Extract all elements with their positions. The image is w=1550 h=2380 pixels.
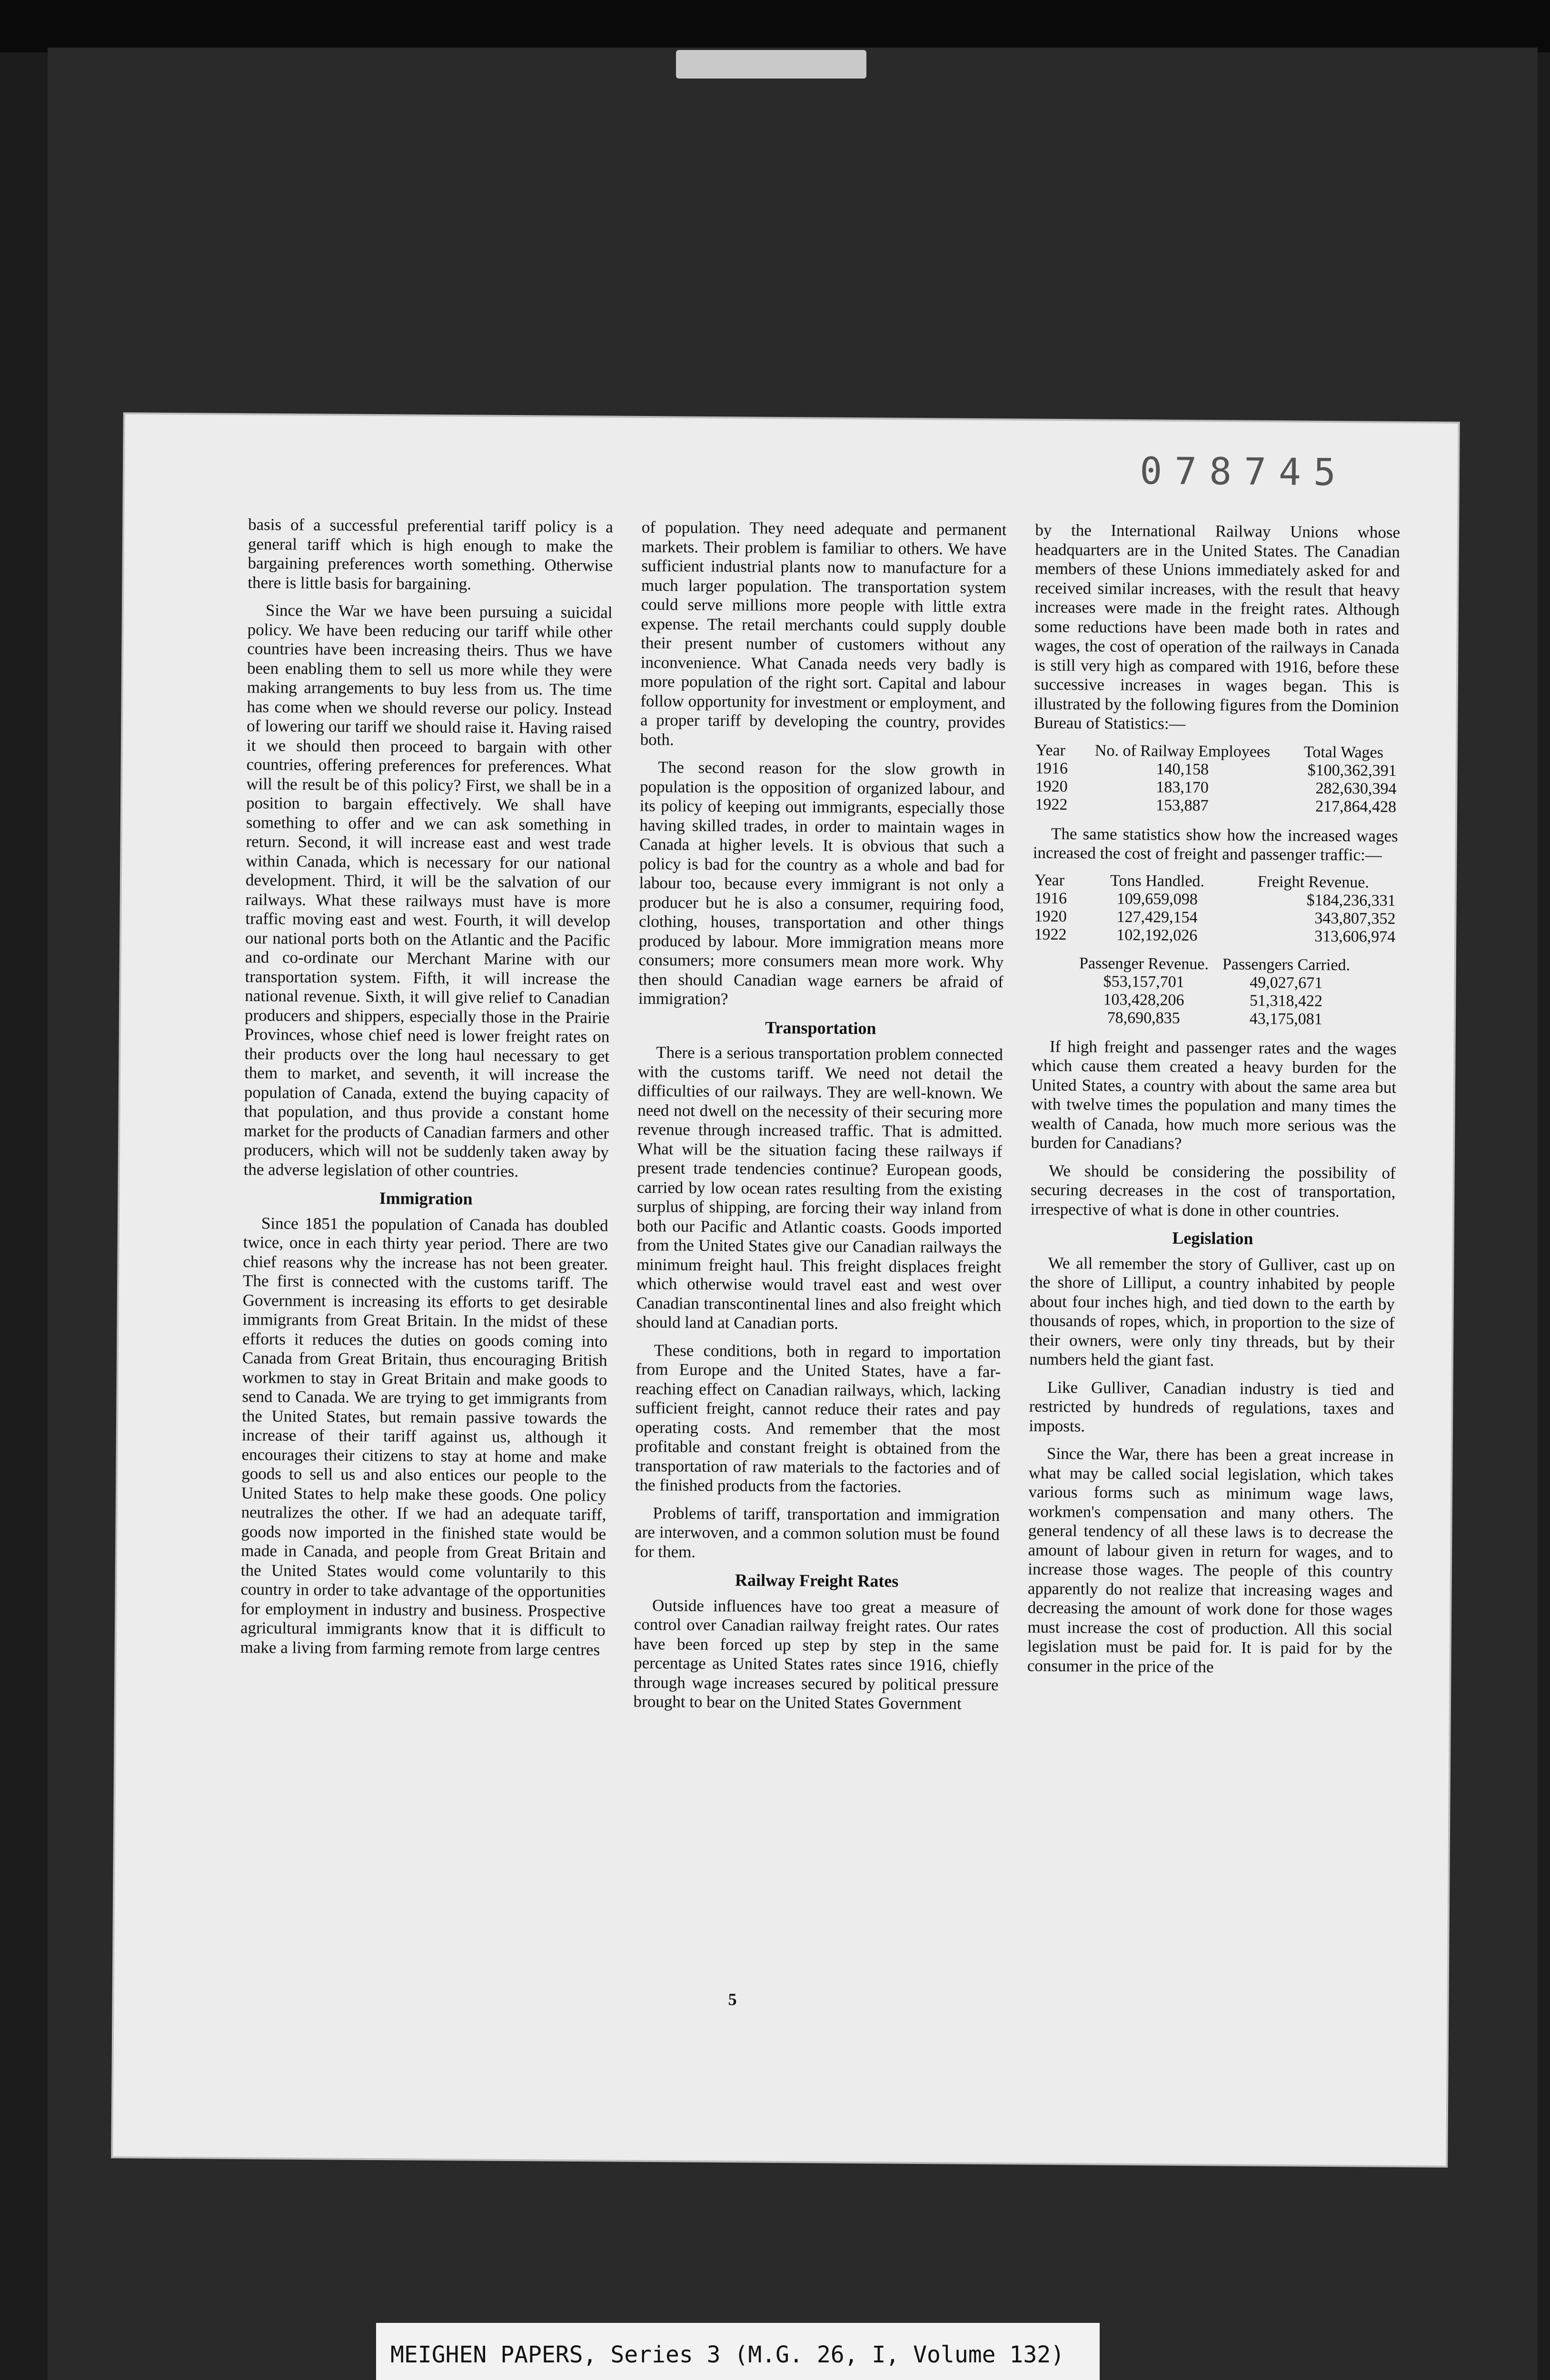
table-cell: $184,236,331 (1306, 891, 1396, 910)
table-cell: 140,158 (1156, 760, 1209, 778)
column-1 (238, 515, 613, 1964)
freight-table (1032, 871, 1398, 946)
paragraph: We should be considering the possibility of securing decreases in the cost of transportation, irrespective of what is done in other countries. (1030, 1161, 1396, 1220)
film-border-top (0, 0, 1550, 52)
table-header: Total Wages (1303, 743, 1384, 762)
section-heading-immigration: Immigration (379, 1189, 473, 1209)
table-cell: 1922 (1035, 795, 1068, 813)
film-tab (676, 50, 866, 79)
table-cell: 1920 (1034, 907, 1067, 925)
table-cell: $53,157,701 (1103, 972, 1184, 991)
table-header: No. of Railway Employees (1094, 742, 1271, 761)
table-cell: 1916 (1035, 759, 1068, 777)
paragraph: These conditions, both in regard to importation from Europe and the United States, have a far-reaching effect on Canadian railways, which, lacking sufficient freight, cannot reduce their rates and pay operating costs. And remember that the most profitable and constant freight is obtained from the transportation of raw materials to the factories and of the finished products from the factories. (635, 1340, 1001, 1496)
column-2 (632, 518, 1007, 1967)
paragraph: The same statistics show how the increased wages increased the cost of freight and passenger traffic:— (1033, 824, 1398, 864)
paragraph: The second reason for the slow growth in population is the opposition of organized labour, and its policy of keeping out immigrants, especially those having skilled trades, in order to maintain wages in Canada at higher levels. It is obvious that such a policy is bad for the country as a whole and bad for labour too, because every immigrant is not only a producer but he is also a consumer, requiring food, clothing, houses, transportation and other things produced by labour. More immigration means more consumers; more consumers mean more work. Why then should Canadian wage earners be afraid of immigration? (638, 758, 1005, 1009)
table-cell: 43,175,081 (1249, 1010, 1322, 1028)
table-cell: 78,690,835 (1107, 1009, 1180, 1027)
table-row (1032, 925, 1397, 946)
table-cell: 49,027,671 (1250, 973, 1323, 992)
table-row (1072, 991, 1357, 1011)
paragraph: Outside influences have too great a measure of control over Canadian railway freight rates. Our rates have been forced up step by step in the same percentage as United States rates since 1916, chiefly through wage increases secured by political pressure brought to bear on the United States Government (633, 1596, 999, 1713)
table-cell: 343,807,352 (1314, 909, 1396, 928)
paragraph: Problems of tariff, transportation and immigration are interwoven, and a common solution must be found for them. (634, 1503, 1000, 1561)
collection-caption: MEIGHEN PAPERS, Series 3 (M.G. 26, I, Volume 132) (376, 2323, 1100, 2380)
table-header: Freight Revenue. (1257, 873, 1370, 892)
table-cell: 183,170 (1156, 778, 1209, 796)
table-row (1072, 972, 1357, 992)
table-cell: 153,887 (1155, 796, 1209, 814)
table-header: Passengers Carried. (1222, 955, 1351, 974)
text-columns (238, 515, 1400, 1970)
table-row (1033, 759, 1399, 780)
table-cell: 1916 (1034, 889, 1067, 907)
table-row (1033, 889, 1398, 910)
section-heading-railway-freight-rates: Railway Freight Rates (735, 1570, 899, 1591)
employees-wages-table (1033, 741, 1399, 816)
section-heading-legislation: Legislation (1172, 1228, 1253, 1248)
table-cell: 282,630,394 (1315, 779, 1397, 798)
table-cell: 217,864,428 (1315, 797, 1397, 816)
passenger-table (1072, 954, 1357, 1029)
table-cell: $100,362,391 (1307, 761, 1397, 780)
table-cell: 109,659,098 (1116, 890, 1198, 908)
paragraph: Since the War, there has been a great increase in what may be called social legislation, which takes various forms such as minimum wage laws, workmen's compensation and many others. The general tendency of all these laws is to decrease the amount of labour given in return for wages, and to increase those wages. The people of this country apparently do not realize that increasing wages and decreasing the amount of work done for those wages must increase the cost of production. All this social legislation must be paid for. It is paid for by the consumer in the price of the (1027, 1444, 1394, 1676)
table-row (1072, 1009, 1357, 1029)
table-header: Tons Handled. (1110, 872, 1205, 890)
paragraph: Since 1851 the population of Canada has doubled twice, once in each thirty year period. There are two chief reasons why the increase has not been greater. The first is connected with the customs tariff. The Government is increasing its efforts to get desirable immigrants from Great Britain. In the midst of these efforts it reduces the duties on goods coming into Canada from Great Britain, thus encouraging British workmen to stay in Great Britain and make goods to send to Canada. We are trying to get immigrants from the United States, but remain passive towards the increase of their tariff against us, although it encourages their citizens to stay at home and make goods to sell us and also entices our people to the United States to help make these goods. One policy neutralizes the other. If we had an adequate tariff, goods now imported in the finished state would be made in Canada, and people from Great Britain and the United States would come voluntarily to this country in order to take advantage of the opportunities for employment in industry and business. Prospective agricultural immigrants know that it is difficult to make a living from farming remote from large centres (240, 1213, 608, 1659)
section-heading-transportation: Transportation (765, 1018, 876, 1038)
paragraph: There is a serious transportation problem connected with the customs tariff. We need not detail the difficulties of our railways. They are well-known. We need not dwell on the necessity of their securing more revenue through increased traffic. That is admitted. What will be the situation facing these railways if present trade tendencies continue? European goods, carried by low ocean rates resulting from the existing surplus of shipping, are forcing their way inland from both our Pacific and Atlantic coasts. Goods imported from the United States give our Canadian railways the minimum freight haul. This freight displaces freight which otherwise would travel east and west over Canadian transcontinental lines and also freight which should land at Canadian ports. (636, 1043, 1003, 1333)
table-cell: 103,428,206 (1103, 991, 1184, 1009)
table-row (1033, 907, 1398, 928)
page-number: 5 (728, 1990, 737, 2009)
paragraph: of population. They need adequate and permanent markets. Their problem is familiar to others. We have sufficient industrial plants now to manufacture for a much larger population. The transportation system could serve millions more people with little extra expense. The retail merchants could supply double their present number of customers without any inconvenience. What Canada needs very badly is more population of the right sort. Capital and labour follow opportunity for investment or employment, and a proper tariff by developing the country, provides both. (640, 517, 1007, 749)
table-row (1033, 795, 1398, 816)
column-3 (1025, 521, 1400, 1970)
paragraph: by the International Railway Unions whose headquarters are in the United States. The Canadian members of these Unions immediately asked for and received similar increases, with the result that heavy increases were made in the freight rates. Although some reductions have been made both in rates and wages, the cost of operation of the railways in Canada is still very high as compared with 1916, before these successive increases in wages began. This is illustrated by the following figures from the Dominion Bureau of Statistics:— (1033, 520, 1401, 733)
table-header: Year (1034, 871, 1065, 889)
table-header: Year (1035, 741, 1066, 759)
table-cell: 51,318,422 (1249, 992, 1323, 1010)
paragraph: Like Gulliver, Canadian industry is tied and restricted by hundreds of regulations, taxes and imposts. (1029, 1378, 1394, 1435)
paragraph: We all remember the story of Gulliver, cast up on the shore of Lilliput, a country inhabited by people about four inches high, and tied down to the earth by thousands of ropes, which, in proportion to the size of their owners, were only tiny threads, but by their numbers held the giant fast. (1029, 1253, 1395, 1370)
table-cell: 313,606,974 (1314, 927, 1396, 946)
table-cell: 1920 (1035, 777, 1068, 795)
stamp-number: 078745 (1139, 450, 1349, 495)
table-row (1033, 777, 1399, 798)
table-cell: 102,192,026 (1116, 926, 1198, 944)
paragraph: basis of a successful preferential tariff policy is a general tariff which is high enough to make the bargaining preferences worth something. Otherwise there is little basis for bargaining. (248, 515, 613, 593)
table-cell: 127,429,154 (1116, 908, 1198, 926)
paragraph: If high freight and passenger rates and the wages which cause them created a heavy burden for the United States, a country with about the same area but with twelve times the population and many times the wealth of Canada, how much more serious was the burden for Canadians? (1031, 1037, 1397, 1153)
document-page (113, 414, 1458, 2165)
table-header: Passenger Revenue. (1079, 954, 1209, 973)
table-cell: 1922 (1034, 925, 1067, 943)
paragraph: Since the War we have been pursuing a suicidal policy. We have been reducing our tariff while other countries have been increasing theirs. Thus we have been enabling them to sell us more while they were making arrangements to buy less from us. The time has come when we should reverse our policy. Instead of lowering our tariff we should raise it. Having raised it we should then proceed to bargain with other countries, offering preferences for preferences. What will the result be of this policy? First, we shall be in a position to bargain effectively. We shall have something to offer and we can ask something in return. Second, it will increase east and west trade within Canada, which is necessary for our national development. Third, it will be the salvation of our railways. What these railways must have is more traffic moving east and west. Fourth, it will develop our national ports both on the Atlantic and the Pacific and co-ordinate our Merchant Marine with our transportation system. Fifth, it will increase the national revenue. Sixth, it will give relief to Canadian producers and shippers, especially those in the Prairie Provinces, whose chief need is lower freight rates on their products over the long haul necessary to get them to market, and seventh, it will increase the population of Canada, extend the buying capacity of that population, and thus provide a constant home market for the products of Canadian farmers and other producers, which will not be suddenly taken away by the adverse legislation of other countries. (243, 601, 613, 1180)
